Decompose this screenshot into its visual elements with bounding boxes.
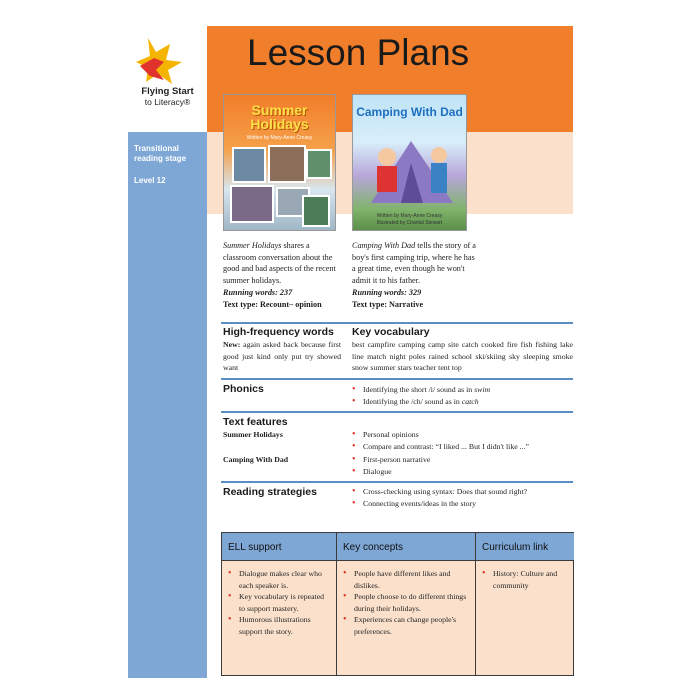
text-type: Text type: Narrative — [352, 299, 424, 309]
book-title: Camping With Dad — [352, 241, 416, 250]
cover-title: Camping With Dad — [356, 105, 463, 119]
logo-name: Flying Start — [141, 86, 194, 97]
hf-words — [223, 339, 341, 374]
logo-tagline: to Literacy® — [144, 97, 191, 107]
strategies-list — [352, 486, 573, 509]
cover-title: Summer Holidays — [250, 102, 309, 132]
book-cover-camping-with-dad — [352, 94, 467, 231]
list-item: • Humorous illustrations support the story. — [228, 614, 332, 637]
divider — [221, 411, 573, 413]
vocab-words: best campfire camping camp site catch cooked fire fish fishing lake line match night poles rained school ski/skiing sky sleeping smoke snow summer stars teacher tent top — [352, 340, 573, 372]
hf-title: High-frequency words — [223, 326, 334, 338]
tf-book2: Camping With Dad — [223, 455, 289, 464]
book-cover-summer-holidays — [223, 94, 336, 231]
hf-word-list: again asked back because first good just kind only put try showed want — [223, 340, 341, 372]
phonics-list — [352, 384, 573, 407]
tf-book2-list — [352, 454, 573, 477]
example-word: swim — [474, 385, 491, 394]
text-type: Text type: Recount– opinion — [223, 299, 322, 309]
photo — [230, 185, 274, 223]
list-item: • Key vocabulary is repeated to support mastery. — [228, 591, 332, 614]
list-item: • People choose to do different things during their holidays. — [343, 591, 471, 614]
tf-book1-list — [352, 429, 573, 452]
concepts-column — [337, 561, 476, 675]
list-item: • Personal opinions — [352, 429, 573, 441]
tf-book1: Summer Holidays — [223, 430, 283, 439]
cover-illustrator: Illustrated by Chantal Stewart — [376, 220, 443, 226]
curriculum-column — [476, 561, 574, 675]
reading-stage: Transitional reading stage — [134, 144, 187, 163]
book-description-2 — [352, 240, 477, 310]
list-item: • Dialogue — [352, 466, 573, 478]
list-item: • Compare and contrast: “I liked ... But I didn't like ...” — [352, 441, 573, 453]
item-text: Identifying the short /i/ sound as in — [363, 385, 475, 394]
level-label: Level 12 — [134, 176, 166, 185]
col-header-curriculum: Curriculum link — [476, 533, 574, 561]
list-item: • First-person narrative — [352, 454, 573, 466]
flying-start-logo-icon — [134, 36, 186, 86]
page-title: Lesson Plans — [247, 32, 470, 73]
tent-illustration-icon — [361, 123, 461, 211]
photo — [302, 195, 330, 227]
description-text: tells the story of a boy's first camping trip, where he has a great time, even though he won't admit it to his father. — [352, 241, 476, 286]
description-text: shares a classroom conversation about the good and bad aspects of the recent summer holidays. — [223, 241, 336, 286]
list-item: • History: Culture and community — [482, 568, 570, 591]
photo — [268, 145, 306, 183]
ell-column — [222, 561, 337, 675]
vocab-title: Key vocabulary — [352, 326, 430, 338]
list-item — [352, 384, 573, 396]
item-text: Identifying the /ch/ sound as in — [363, 396, 462, 406]
list-item: • People have different likes and dislikes. — [343, 568, 471, 591]
col-header-ell: ELL support — [222, 533, 337, 561]
text-features-title: Text features — [223, 416, 288, 428]
list-item: • Experiences can change people's preferences. — [343, 614, 471, 637]
divider — [221, 481, 573, 483]
list-item: • Connecting events/ideas in the story — [352, 498, 573, 510]
sidebar — [128, 132, 207, 678]
book-description-1 — [223, 240, 343, 310]
col-header-concepts: Key concepts — [337, 533, 476, 561]
divider — [221, 322, 573, 324]
support-table — [221, 532, 574, 676]
divider — [221, 378, 573, 380]
running-words: Running words: 237 — [223, 287, 293, 297]
new-label: New: — [223, 340, 241, 349]
running-words: Running words: 329 — [352, 287, 422, 297]
list-item — [352, 396, 573, 408]
photo — [306, 149, 332, 179]
list-item: • Cross-checking using syntax: Does that sound right? — [352, 486, 573, 498]
strategies-title: Reading strategies — [223, 486, 317, 498]
cover-author: Written by Mary-Anne Creasy — [376, 213, 443, 219]
cover-author: Written by Mary-Anne Creasy — [246, 135, 313, 141]
list-item: • Dialogue makes clear who each speaker is. — [228, 568, 332, 591]
phonics-title: Phonics — [223, 383, 264, 395]
book-title: Summer Holidays — [223, 241, 282, 250]
example-word: catch — [461, 396, 479, 406]
photo — [232, 147, 266, 183]
